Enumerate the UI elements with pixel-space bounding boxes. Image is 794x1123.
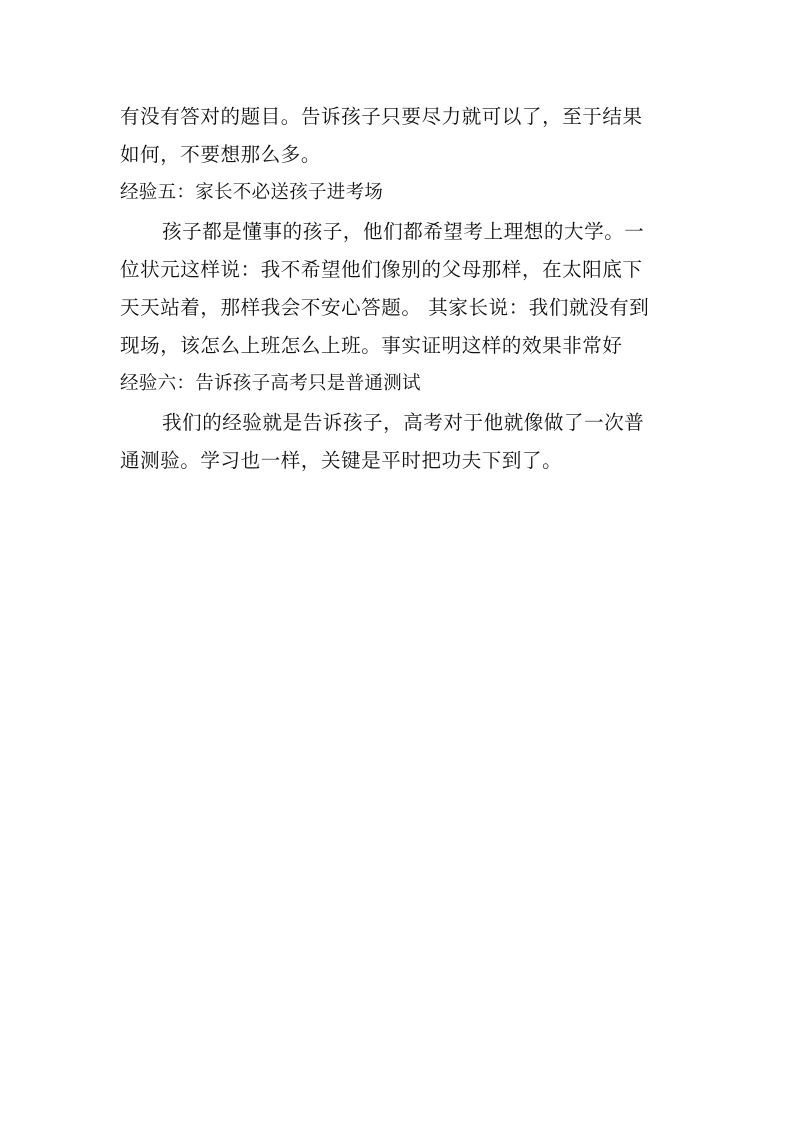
paragraph-line: 位状元这样说：我不希望他们像别的父母那样，在太阳底下 — [120, 257, 643, 281]
section-heading-6: 经验六：告诉孩子高考只是普通测试 — [120, 373, 421, 395]
section-5-paragraph — [120, 213, 680, 366]
paragraph-line: 有没有答对的题目。告诉孩子只要尽力就可以了，至于结果 — [120, 105, 643, 128]
paragraph-line: 现场，该怎么上班怎么上班。事实证明这样的效果非常好 — [120, 334, 623, 358]
paragraph-line: 孩子都是懂事的孩子，他们都希望考上理想的大学。一 — [162, 219, 645, 243]
paragraph-line: 我们的经验就是告诉孩子，高考对于他就像做了一次普 — [162, 410, 645, 434]
paragraph-line: 通测验。学习也一样，关键是平时把功夫下到了。 — [120, 448, 563, 472]
continuation-paragraph — [120, 98, 680, 174]
section-6-paragraph — [120, 404, 680, 480]
document-body — [120, 98, 680, 480]
paragraph-line: 如何，不要想那么多。 — [120, 143, 322, 167]
section-heading-5: 经验五：家长不必送孩子进考场 — [120, 182, 384, 204]
paragraph-line: 天天站着，那样我会不安心答题。 其家长说：我们就没有到 — [120, 296, 650, 320]
